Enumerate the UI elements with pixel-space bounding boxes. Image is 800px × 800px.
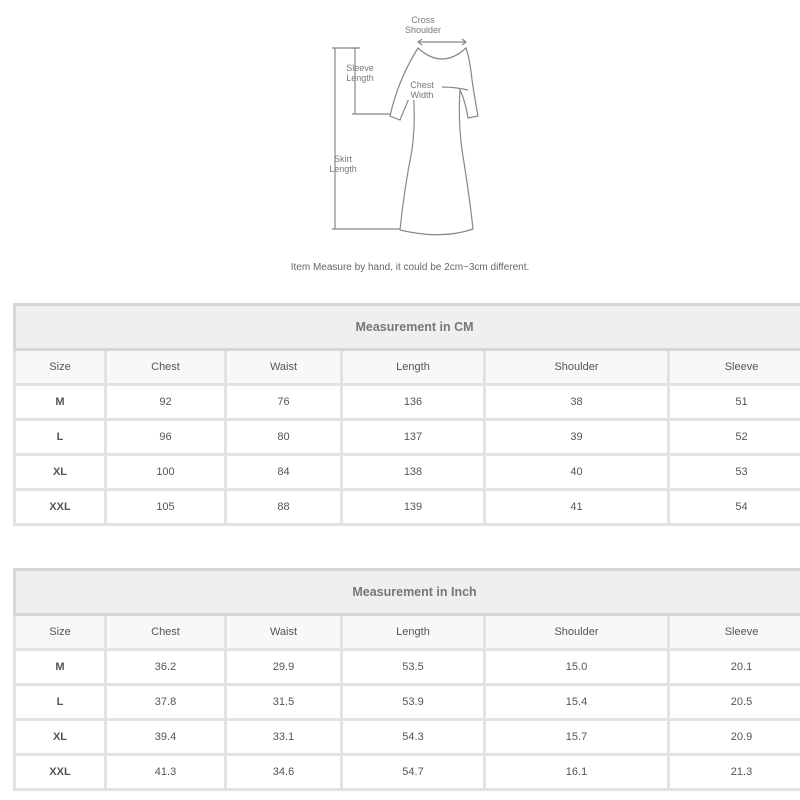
- table-row: [15, 455, 800, 490]
- value-cell: 15.4: [485, 685, 669, 720]
- value-cell: 39.4: [106, 720, 226, 755]
- value-cell: 33.1: [226, 720, 342, 755]
- value-cell: 54.3: [342, 720, 485, 755]
- column-header: Sleeve: [669, 615, 800, 650]
- size-cell: XXL: [15, 755, 106, 790]
- label-skirt-length-1: Skirt: [334, 154, 352, 164]
- value-cell: 16.1: [485, 755, 669, 790]
- dress-outline-icon: [320, 0, 560, 250]
- size-cell: XXL: [15, 490, 106, 525]
- value-cell: 15.7: [485, 720, 669, 755]
- size-table-cm: [13, 303, 800, 526]
- column-header: Length: [342, 350, 485, 385]
- label-cross-shoulder-1: Cross: [411, 15, 435, 25]
- column-header: Size: [15, 350, 106, 385]
- value-cell: 39: [485, 420, 669, 455]
- value-cell: 88: [226, 490, 342, 525]
- value-cell: 54.7: [342, 755, 485, 790]
- value-cell: 53.9: [342, 685, 485, 720]
- value-cell: 100: [106, 455, 226, 490]
- label-sleeve-length-1: Sleeve: [346, 63, 374, 73]
- column-header: Size: [15, 615, 106, 650]
- value-cell: 20.9: [669, 720, 800, 755]
- value-cell: 31.5: [226, 685, 342, 720]
- size-cell: M: [15, 385, 106, 420]
- value-cell: 54: [669, 490, 800, 525]
- label-chest-width-2: Width: [410, 90, 434, 100]
- table-row: [15, 720, 800, 755]
- measurement-note: Item Measure by hand, it could be 2cm~3cm different.: [290, 262, 530, 273]
- header-row: [15, 350, 800, 385]
- value-cell: 36.2: [106, 650, 226, 685]
- size-table-inch: [13, 568, 800, 791]
- column-header: Shoulder: [485, 615, 669, 650]
- label-skirt-length-2: Length: [329, 164, 357, 174]
- dress-measurement-diagram: [320, 0, 560, 250]
- value-cell: 137: [342, 420, 485, 455]
- size-cell: M: [15, 650, 106, 685]
- value-cell: 41.3: [106, 755, 226, 790]
- size-cell: L: [15, 420, 106, 455]
- size-cell: L: [15, 685, 106, 720]
- header-row: [15, 615, 800, 650]
- label-cross-shoulder-2: Shoulder: [404, 25, 442, 35]
- value-cell: 41: [485, 490, 669, 525]
- column-header: Shoulder: [485, 350, 669, 385]
- column-header: Sleeve: [669, 350, 800, 385]
- table-row: [15, 490, 800, 525]
- value-cell: 51: [669, 385, 800, 420]
- value-cell: 37.8: [106, 685, 226, 720]
- table-row: [15, 755, 800, 790]
- column-header: Chest: [106, 615, 226, 650]
- value-cell: 53.5: [342, 650, 485, 685]
- size-cell: XL: [15, 455, 106, 490]
- value-cell: 96: [106, 420, 226, 455]
- value-cell: 136: [342, 385, 485, 420]
- value-cell: 20.1: [669, 650, 800, 685]
- column-header: Length: [342, 615, 485, 650]
- label-sleeve-length-2: Length: [346, 73, 374, 83]
- value-cell: 20.5: [669, 685, 800, 720]
- value-cell: 15.0: [485, 650, 669, 685]
- value-cell: 53: [669, 455, 800, 490]
- value-cell: 52: [669, 420, 800, 455]
- value-cell: 76: [226, 385, 342, 420]
- value-cell: 34.6: [226, 755, 342, 790]
- value-cell: 38: [485, 385, 669, 420]
- value-cell: 40: [485, 455, 669, 490]
- value-cell: 139: [342, 490, 485, 525]
- size-cell: XL: [15, 720, 106, 755]
- column-header: Waist: [226, 350, 342, 385]
- column-header: Chest: [106, 350, 226, 385]
- value-cell: 92: [106, 385, 226, 420]
- table-row: [15, 685, 800, 720]
- table-row: [15, 420, 800, 455]
- value-cell: 29.9: [226, 650, 342, 685]
- value-cell: 80: [226, 420, 342, 455]
- table-row: [15, 385, 800, 420]
- label-chest-width-1: Chest: [410, 80, 434, 90]
- value-cell: 105: [106, 490, 226, 525]
- table-title: Measurement in Inch: [15, 570, 800, 615]
- column-header: Waist: [226, 615, 342, 650]
- table-row: [15, 650, 800, 685]
- value-cell: 84: [226, 455, 342, 490]
- table-title: Measurement in CM: [15, 305, 800, 350]
- value-cell: 138: [342, 455, 485, 490]
- value-cell: 21.3: [669, 755, 800, 790]
